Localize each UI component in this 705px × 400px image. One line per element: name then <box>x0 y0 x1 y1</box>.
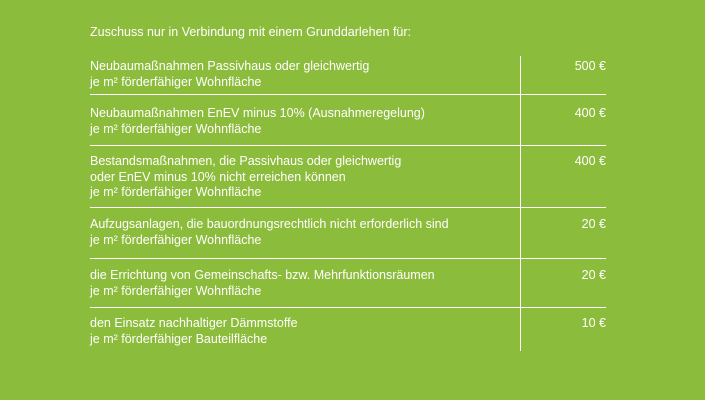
table-row <box>90 208 606 259</box>
row-description-line: je m² förderfähiger Wohnfläche <box>90 283 262 298</box>
row-description-line: oder EnEV minus 10% nicht erreichen können <box>90 169 346 184</box>
table-row <box>90 259 606 308</box>
row-description-line: den Einsatz nachhaltiger Dämmstoffe <box>90 316 298 330</box>
row-amount: 10 € <box>581 316 606 330</box>
row-description-line: je m² förderfähiger Wohnfläche <box>90 121 262 136</box>
row-description <box>90 268 510 299</box>
row-description-line: die Errichtung von Gemeinschafts- bzw. Mehrfunktionsräumen <box>90 268 435 282</box>
row-amount: 400 € <box>574 106 606 120</box>
row-description-line: Neubaumaßnahmen Passivhaus oder gleichwertig <box>90 59 370 73</box>
table-heading: Zuschuss nur in Verbindung mit einem Grunddarlehen für: <box>90 25 412 39</box>
row-description-line: Neubaumaßnahmen EnEV minus 10% (Ausnahmeregelung) <box>90 106 425 120</box>
row-description-line: Aufzugsanlagen, die bauordnungsrechtlich nicht erforderlich sind <box>90 217 449 231</box>
table-row <box>90 146 606 208</box>
row-description <box>90 217 510 248</box>
row-description <box>90 316 510 347</box>
table-row <box>90 56 606 95</box>
row-amount: 500 € <box>574 59 606 73</box>
table-row <box>90 95 606 146</box>
table-row <box>90 308 606 356</box>
row-description-line: je m² förderfähiger Wohnfläche <box>90 74 262 89</box>
row-amount: 20 € <box>581 217 606 231</box>
row-description <box>90 106 510 137</box>
row-description-line: je m² förderfähiger Wohnfläche <box>90 232 262 247</box>
row-amount: 20 € <box>581 268 606 282</box>
row-description-line: je m² förderfähiger Bauteilfläche <box>90 331 268 346</box>
row-description-line: je m² förderfähiger Wohnfläche <box>90 185 262 199</box>
row-description-line: Bestandsmaßnahmen, die Passivhaus oder gleichwertig <box>90 154 402 168</box>
row-description <box>90 59 510 90</box>
row-description <box>90 154 510 201</box>
subsidy-table <box>90 56 606 356</box>
row-amount: 400 € <box>574 154 606 168</box>
